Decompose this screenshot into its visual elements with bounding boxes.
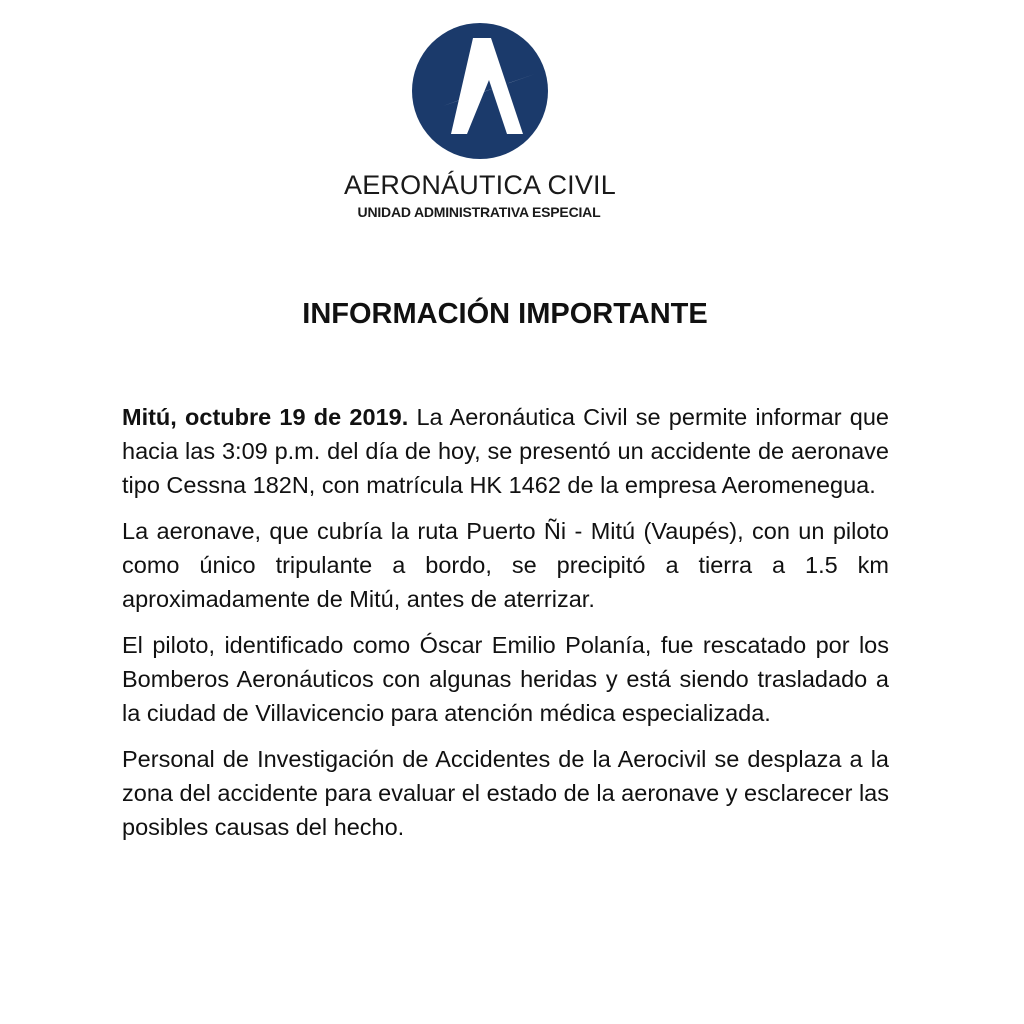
organization-subtitle: UNIDAD ADMINISTRATIVA ESPECIAL xyxy=(357,204,601,220)
aerocivil-logo-icon xyxy=(411,22,549,160)
document-title: INFORMACIÓN IMPORTANTE xyxy=(302,298,708,330)
paragraph-1 xyxy=(122,400,889,502)
paragraph-2: La aeronave, que cubría la ruta Puerto Ñi - Mitú (Vaupés), con un piloto como único tripulante a bordo, se precipitó a tierra a 1.5 km aproximadamente de Mitú, antes de aterrizar. xyxy=(122,518,889,612)
document-body xyxy=(122,400,889,856)
organization-name: AERONÁUTICA CIVIL xyxy=(344,170,616,200)
paragraph-3: El piloto, identificado como Óscar Emilio Polanía, fue rescatado por los Bomberos Aeronáuticos con algunas heridas y está siendo trasladado a la ciudad de Villavicencio para atención médica especializada. xyxy=(122,632,889,726)
paragraph-1-text: La Aeronáutica Civil se permite informar que hacia las 3:09 p.m. del día de hoy, se presentó un accidente de aeronave tipo Cessna 182N, con matrícula HK 1462 de la empresa Aeromenegua. xyxy=(122,404,890,498)
paragraph-4: Personal de Investigación de Accidentes de la Aerocivil se desplaza a la zona del accidente para evaluar el estado de la aeronave y esclarecer las posibles causas del hecho. xyxy=(122,746,889,840)
document-date: Mitú, octubre 19 de 2019. xyxy=(122,404,409,430)
